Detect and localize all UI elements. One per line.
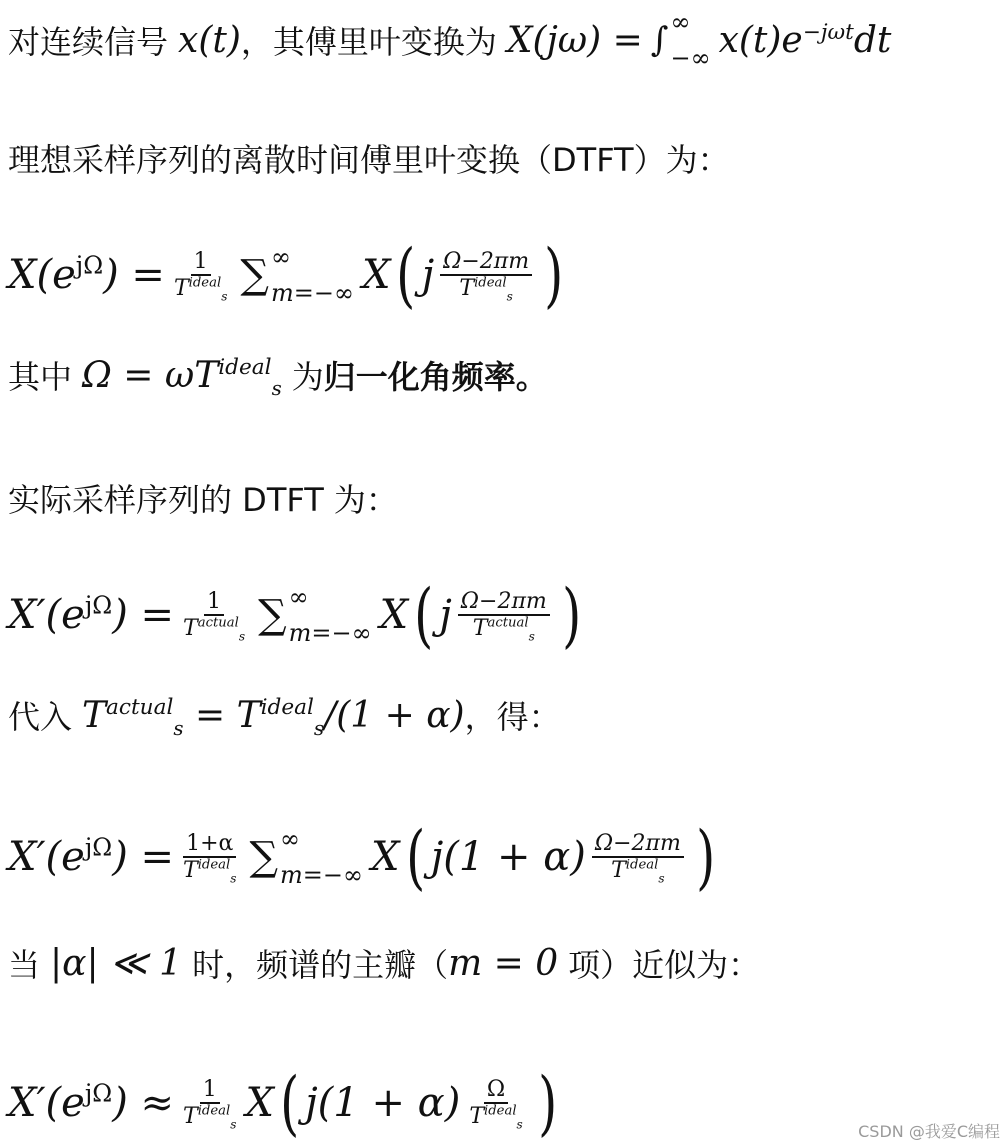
omega-prefix: 其中: [8, 358, 73, 396]
eq2-lhs-close: ) =: [112, 592, 175, 638]
eq2-lhs-exponent: jΩ: [84, 591, 113, 620]
eq4-lhs-base: X′(e: [8, 1080, 85, 1126]
omega-sub: s: [271, 376, 282, 400]
eq1-inner-den-sub: s: [506, 289, 513, 304]
eq1-inner-denominator: [456, 275, 515, 304]
eq2-inner-den-T: T: [472, 616, 488, 641]
eq3-inner-den-sub: s: [658, 871, 665, 886]
eq1-lhs-close: ) =: [103, 252, 165, 298]
approx-prefix: 当: [8, 946, 41, 984]
equation-substituted: [8, 816, 721, 898]
integrand-exponent: −jωt: [802, 19, 854, 45]
eq1-X: X: [361, 252, 391, 298]
eq4-lhs: [8, 1080, 174, 1126]
integral-sign: ∫: [650, 20, 669, 60]
normalized-frequency-line: [8, 352, 548, 398]
eq2-lhs: [8, 592, 174, 638]
eq2-scale-fraction: [180, 588, 248, 644]
eq4-inner-den-sub: s: [516, 1117, 523, 1132]
eq1-scale-den-sub: s: [221, 289, 228, 304]
eq1-sum-upper: ∞: [270, 243, 291, 271]
eq1-left-paren: (: [396, 234, 416, 316]
subst-T2-sub: s: [313, 716, 325, 740]
substitution-line: [8, 692, 561, 738]
eq2-X: X: [379, 592, 409, 638]
eq3-sum-upper: ∞: [280, 825, 301, 853]
eq4-inner-numerator: Ω: [484, 1078, 508, 1104]
eq3-scale-fraction: [180, 830, 239, 886]
eq3-inner-fraction: [592, 830, 684, 886]
eq1-inner-fraction: [440, 248, 532, 304]
omega-sup: ideal: [218, 354, 272, 380]
eq4-inner-den-T: T: [469, 1104, 484, 1129]
eq3-inner-numerator: Ω−2πm: [592, 832, 684, 858]
eq3-lhs-close: ) =: [112, 834, 175, 880]
eq3-scale-den-sub: s: [230, 871, 237, 886]
subst-T1-sup: actual: [106, 694, 174, 720]
ft-lhs: X(jω) =: [506, 19, 643, 61]
integrand-base: x(t)e: [718, 19, 803, 61]
eq3-inner-denominator: [608, 857, 667, 886]
integrand-dt: dt: [853, 19, 892, 61]
eq4-X: X: [245, 1080, 274, 1126]
eq3-scale-den-T: T: [183, 858, 198, 883]
ideal-dtft-heading: [8, 135, 730, 181]
eq2-left-paren: (: [414, 574, 434, 656]
eq3-sum-sign: ∑: [249, 834, 279, 880]
eq3-inner-den-sup: ideal: [625, 857, 659, 873]
eq2-inner-den-sub: s: [528, 629, 535, 644]
eq3-lhs-base: X′(e: [8, 834, 85, 880]
subst-suffix: ，得：: [464, 698, 561, 736]
approx-m-eq: m = 0: [448, 942, 559, 984]
eq3-j-expr: j(1 + α): [430, 834, 586, 880]
eq3-scale-den-sup: ideal: [197, 857, 231, 873]
approx-condition: |α| ≪ 1: [50, 942, 183, 984]
eq1-scale-denominator: [171, 275, 230, 304]
eq4-j-expr: j(1 + α): [305, 1080, 461, 1126]
eq1-inner-den-sup: ideal: [474, 275, 507, 291]
subst-T1-sub: s: [173, 716, 184, 740]
eq1-scale-numerator: 1: [191, 250, 211, 276]
subst-eq: =: [194, 694, 226, 736]
integral-limits: [670, 10, 710, 70]
eq1-scale-den-T: T: [173, 276, 189, 301]
eq3-inner-den-T: T: [611, 858, 626, 883]
approx-mid: 时，频谱的主瓣（: [192, 946, 449, 984]
eq1-j: j: [421, 252, 435, 298]
eq2-scale-den-sup: actual: [197, 615, 239, 631]
omega-math: Ω = ωT: [82, 354, 219, 396]
eq2-scale-denominator: [180, 615, 248, 644]
eq2-sum-upper: ∞: [288, 583, 309, 611]
eq3-left-paren: (: [405, 816, 425, 898]
omega-definition: [82, 354, 282, 400]
equation-ideal-dtft: [8, 234, 569, 316]
eq3-lhs: [8, 834, 174, 880]
eq1-lhs: [8, 252, 165, 298]
eq4-right-paren: ): [537, 1062, 557, 1144]
actual-dtft-heading: [8, 475, 398, 521]
subst-prefix: 代入: [8, 698, 73, 736]
eq4-inner-denominator: [466, 1103, 525, 1132]
eq1-scale-den-sup: ideal: [188, 275, 222, 291]
subst-T2: T: [236, 694, 261, 736]
ft-definition-line: [8, 10, 891, 70]
integrand: [719, 20, 892, 61]
csdn-watermark: CSDN @我爱C编程: [858, 1122, 1000, 1141]
actual-dtft-heading-text: 实际采样序列的 DTFT 为：: [8, 481, 398, 519]
subst-T1: T: [82, 694, 107, 736]
eq2-scale-numerator: 1: [204, 590, 224, 616]
eq2-sum-lower: m=−∞: [288, 619, 372, 647]
eq1-sum-sign: ∑: [240, 252, 269, 298]
eq2-j: j: [439, 592, 452, 638]
subst-T2-sup: ideal: [260, 694, 314, 720]
ft-middle-text: ，其傅里叶变换为: [240, 23, 497, 61]
eq3-right-paren: ): [695, 816, 716, 898]
eq3-scale-denominator: [180, 857, 239, 886]
eq1-scale-fraction: [171, 248, 230, 304]
eq2-sum-limits: [289, 585, 372, 645]
eq4-left-paren: (: [280, 1062, 300, 1144]
eq3-scale-numerator: 1+α: [183, 832, 236, 858]
eq2-inner-den-sup: actual: [487, 615, 529, 631]
approximation-line: [8, 940, 760, 986]
eq3-X: X: [371, 834, 400, 880]
normalized-angular-frequency-bold: 归一化角频率。: [323, 358, 548, 396]
eq4-inner-fraction: [466, 1076, 525, 1132]
omega-mid: 为: [291, 358, 324, 396]
signal-x-t: x(t): [178, 19, 241, 61]
equation-actual-dtft: [8, 574, 587, 656]
eq2-inner-numerator: Ω−2πm: [458, 590, 550, 616]
eq2-scale-den-T: T: [183, 616, 198, 641]
eq3-lhs-exponent: jΩ: [84, 833, 113, 862]
eq2-scale-den-sub: s: [238, 629, 246, 644]
eq2-right-paren: ): [561, 574, 582, 656]
eq4-inner-den-sup: ideal: [484, 1103, 517, 1119]
equation-main-lobe: [8, 1062, 563, 1144]
eq4-lhs-exponent: jΩ: [84, 1079, 113, 1108]
subst-math: [82, 694, 465, 740]
eq1-inner-den-T: T: [459, 276, 475, 301]
eq2-lhs-base: X′(e: [8, 592, 85, 638]
eq3-sum-limits: [280, 827, 363, 887]
ft-intro-text: 对连续信号: [8, 23, 169, 61]
eq4-scale-denominator: [180, 1103, 239, 1132]
eq2-inner-denominator: [470, 615, 538, 644]
eq1-right-paren: ): [544, 234, 564, 316]
eq4-scale-den-T: T: [183, 1104, 198, 1129]
integral-upper-limit: ∞: [670, 8, 691, 36]
eq4-scale-den-sup: ideal: [197, 1103, 231, 1119]
integral-lower-limit: −∞: [670, 44, 711, 72]
eq1-lhs-base: X(e: [8, 252, 76, 298]
eq3-sum-lower: m=−∞: [280, 861, 364, 889]
eq4-scale-numerator: 1: [200, 1078, 220, 1104]
eq4-lhs-close: ) ≈: [112, 1080, 175, 1126]
eq1-inner-numerator: Ω−2πm: [440, 250, 532, 276]
approx-suffix: 项）近似为：: [568, 946, 761, 984]
eq2-sum-sign: ∑: [258, 592, 287, 638]
ideal-dtft-heading-text: 理想采样序列的离散时间傅里叶变换（DTFT）为：: [8, 141, 730, 179]
eq1-sum-lower: m=−∞: [270, 279, 354, 307]
eq4-scale-den-sub: s: [230, 1117, 237, 1132]
eq1-sum-limits: [271, 245, 354, 305]
eq1-lhs-exponent: jΩ: [75, 251, 104, 280]
eq4-scale-fraction: [180, 1076, 239, 1132]
subst-rest: /(1 + α): [324, 694, 465, 736]
eq2-inner-fraction: [458, 588, 550, 644]
